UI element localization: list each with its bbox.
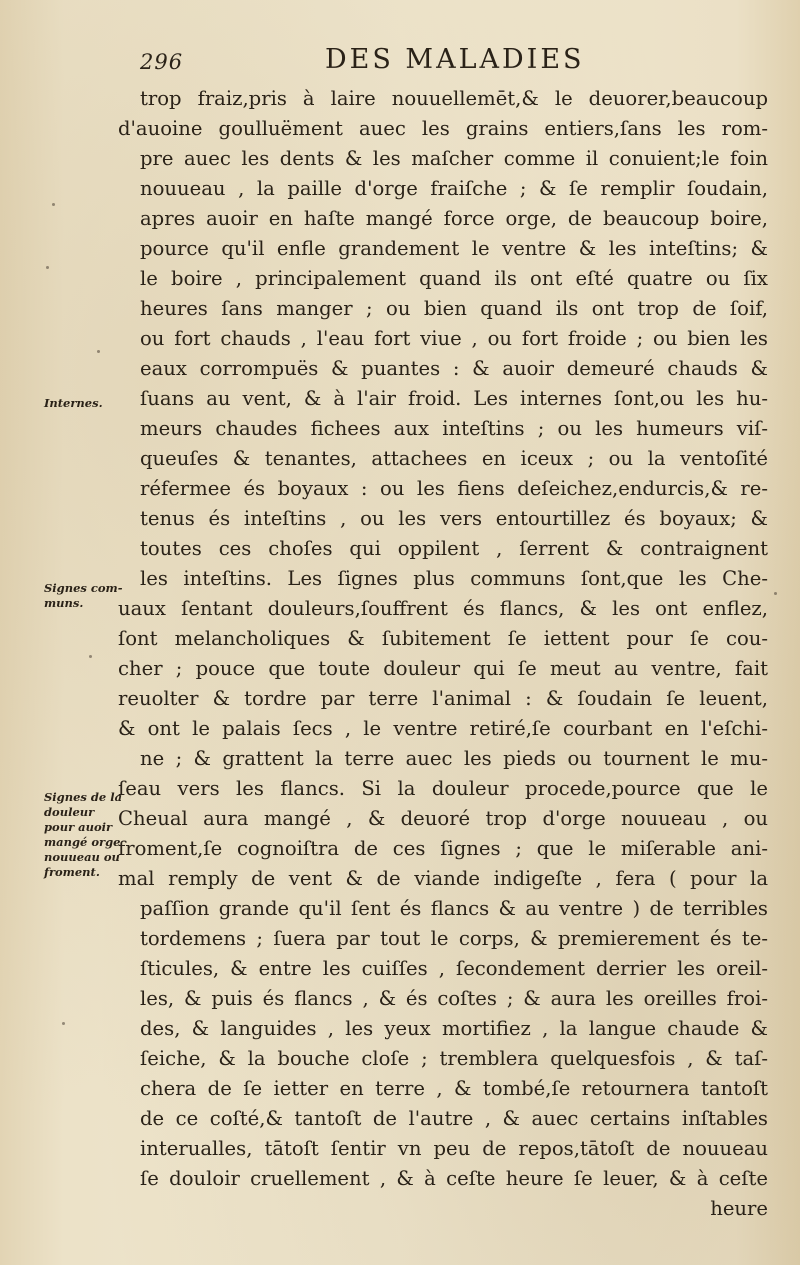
text-line: pre auec les dents & les maſcher comme il conuient;le foin (140, 147, 768, 170)
text-line: nouueau , la paille d'orge fraiſche ; & ſe remplir ſoudain, (140, 177, 768, 200)
text-line: froment,ſe cognoiſtra de ces ſignes ; que le miſerable ani- (118, 837, 768, 860)
text-line: interualles, tātoſt ſentir vn peu de repos,tātoſt de nouueau (140, 1137, 768, 1160)
text-line: réfermee és boyaux : ou les fiens deſeichez,endurcis,& re- (140, 477, 768, 500)
margin-note-internes (44, 396, 126, 411)
text-line: les, & puis és flancs , & és coſtes ; & aura les oreilles froi- (140, 987, 768, 1010)
text-line: des, & languides , les yeux mortifiez , la langue chaude & (140, 1017, 768, 1040)
margin-note-line: douleur (44, 805, 95, 819)
margin-note-line: Internes. (44, 396, 103, 410)
text-line: tenus és inteſtins , ou les vers entourtillez és boyaux; & (140, 507, 768, 530)
text-line: toutes ces choſes qui oppilent , ſerrent & contraignent (140, 537, 768, 560)
margin-note-signes-communs (44, 581, 126, 611)
text-line: ſont melancholiques & ſubitement ſe iettent pour ſe cou- (118, 627, 768, 650)
paper-speck (46, 266, 49, 269)
paper-speck (97, 350, 100, 353)
margin-note-line: muns. (44, 596, 84, 610)
text-line: trop fraiz,pris à laire nouuellemēt,& le deuorer,beaucoup (140, 87, 768, 110)
text-line: chera de ſe ietter en terre , & tombé,ſe retournera tantoſt (140, 1077, 768, 1100)
text-line: ou fort chauds , l'eau fort viue , ou fort froide ; ou bien les (140, 327, 768, 350)
margin-note-line: nouueau ou (44, 850, 120, 864)
text-line: cher ; pouce que toute douleur qui ſe meut au ventre, fait (118, 657, 768, 680)
text-line: queuſes & tenantes, attachees en iceux ; ou la ventoſité (140, 447, 768, 470)
text-line: pource qu'il enfle grandement le ventre & les inteſtins; & (140, 237, 768, 260)
page-header (0, 44, 800, 84)
text-line: d'auoine goulluëment auec les grains entiers,ſans les rom- (118, 117, 768, 140)
margin-note-signes-douleur (44, 790, 126, 880)
page-number: 296 (140, 50, 184, 74)
text-line: Cheual aura mangé , & deuoré trop d'orge nouueau , ou (118, 807, 768, 830)
text-line: ne ; & grattent la terre auec les pieds ou tournent le mu- (140, 747, 768, 770)
margin-note-line: pour auoir (44, 820, 113, 834)
text-line: meurs chaudes fichees aux inteſtins ; ou les humeurs viſ- (140, 417, 768, 440)
paper-speck (62, 1022, 65, 1025)
margin-note-line: Signes com- (44, 581, 123, 595)
text-line: mal remply de vent & de viande indigeſte , fera ( pour la (118, 867, 768, 890)
text-line: & ont le palais ſecs , le ventre retiré,ſe courbant en l'eſchi- (118, 717, 768, 740)
margin-note-line: froment. (44, 865, 100, 879)
text-line: tordemens ; ſuera par tout le corps, & premierement és te- (140, 927, 768, 950)
text-line: ſeiche, & la bouche cloſe ; tremblera quelquesfois , & taſ- (140, 1047, 768, 1070)
margin-note-line: Signes de la (44, 790, 123, 804)
paper-speck (89, 655, 92, 658)
running-title: DES MALADIES (325, 44, 585, 75)
catchword: heure (710, 1197, 768, 1220)
text-line: ſuans au vent, & à l'air froid. Les internes ſont,ou les hu- (140, 387, 768, 410)
text-line: le boire , principalement quand ils ont eſté quatre ou ſix (140, 267, 768, 290)
text-line: eaux corrompuës & puantes : & auoir demeuré chauds & (140, 357, 768, 380)
paper-speck (52, 203, 55, 206)
text-line: ſticules, & entre les cuiſſes , ſecondement derrier les oreil- (140, 957, 768, 980)
text-line: apres auoir en haſte mangé force orge, de beaucoup boire, (140, 207, 768, 230)
margin-note-line: mangé orge (44, 835, 121, 849)
text-line: de ce coſté,& tantoſt de l'autre , & auec certains inſtables (140, 1107, 768, 1130)
body-text (118, 84, 768, 1224)
text-line: ſeau vers les flancs. Si la douleur procede,pource que le (118, 777, 768, 800)
text-line: les inteſtins. Les ſignes plus communs ſont,que les Che- (140, 567, 768, 590)
text-line: ſe douloir cruellement , & à ceſte heure ſe leuer, & à ceſte (140, 1167, 768, 1190)
text-line: uaux ſentant douleurs,ſouffrent és flancs, & les ont enflez, (118, 597, 768, 620)
text-line: heures ſans manger ; ou bien quand ils ont trop de ſoif, (140, 297, 768, 320)
text-line: reuolter & tordre par terre l'animal : & ſoudain ſe leuent, (118, 687, 768, 710)
text-line: paſſion grande qu'il ſent és flancs & au ventre ) de terribles (140, 897, 768, 920)
paper-speck (774, 592, 777, 595)
